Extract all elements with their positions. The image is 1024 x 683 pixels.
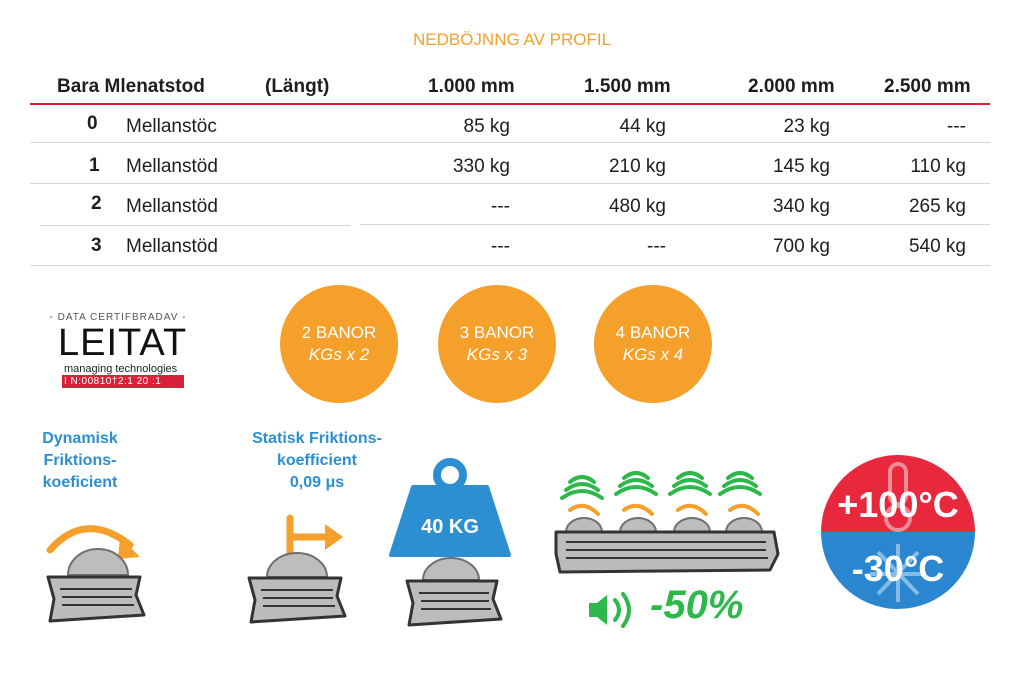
circle-2-tracks: [280, 285, 398, 403]
page-title: NEDBÖJNNG AV PROFIL: [412, 30, 612, 49]
logo-subtitle: managing technologies: [64, 363, 178, 375]
circle-title: 4 BANOR: [615, 323, 691, 342]
noise-reduction-value: -50%: [650, 583, 744, 627]
row-divider: [40, 225, 350, 226]
row-label: Mellanstöc: [126, 116, 217, 137]
row-value: 540 kg: [908, 236, 966, 257]
header-2500: 2.500 mm: [884, 76, 971, 97]
circle-subtitle: KGs x 3: [466, 345, 528, 364]
dynamic-friction-label: [20, 428, 140, 494]
row-value: 44 kg: [619, 116, 666, 137]
rollers-conveyor-icon: [552, 462, 782, 577]
row-number: 1: [89, 155, 100, 176]
row-value: ---: [491, 236, 510, 257]
row-value: 480 kg: [608, 196, 666, 217]
row-label: Mellanstöd: [126, 156, 218, 177]
row-value: 340 kg: [772, 196, 830, 217]
row-value: 700 kg: [772, 236, 830, 257]
circle-subtitle: KGs x 2: [308, 345, 370, 364]
row-divider: [30, 265, 990, 266]
logo-code: I N:00810†2:1 20 :1: [62, 375, 184, 388]
circle-title: 2 BANOR: [301, 323, 377, 342]
row-number: 2: [91, 193, 102, 214]
row-value: 110 kg: [910, 156, 966, 177]
temperature-max: +100°C: [837, 484, 959, 525]
circle-title: 3 BANOR: [459, 323, 535, 342]
static-friction-icon: [245, 512, 355, 637]
row-value: ---: [647, 236, 666, 257]
row-number: 3: [91, 235, 102, 256]
row-value: ---: [491, 196, 510, 217]
leitat-logo: [48, 312, 198, 388]
row-label: Mellanstöd: [126, 196, 218, 217]
weight-icon: [385, 455, 515, 635]
header-2000: 2.000 mm: [748, 76, 835, 97]
logo-caption: - DATA CERTIFBRADAV -: [49, 312, 187, 323]
text-line: Statisk Friktions-: [252, 430, 382, 447]
circle-3-tracks: [438, 285, 556, 403]
circle-subtitle: KGs x 4: [622, 345, 684, 364]
speaker-icon: [585, 590, 645, 630]
row-value: 23 kg: [783, 116, 830, 137]
text-line: 0,09 μs: [289, 474, 345, 491]
row-divider: [360, 224, 990, 225]
temperature-min: -30°C: [851, 548, 945, 589]
row-value: ---: [947, 116, 966, 137]
text-line: koefficient: [276, 452, 357, 469]
static-friction-label: [232, 428, 402, 494]
row-label: Mellanstöd: [126, 236, 218, 257]
text-line: Friktions-: [43, 452, 117, 469]
row-value: 85 kg: [463, 116, 510, 137]
header-support: Bara Mlenatstod: [57, 76, 205, 97]
text-line: koeficient: [42, 474, 118, 491]
header-1500: 1.500 mm: [584, 76, 671, 97]
row-divider: [30, 142, 990, 143]
weight-label: 40 KG: [421, 516, 479, 538]
row-value: 210 kg: [608, 156, 666, 177]
text-line: Dynamisk: [42, 430, 118, 447]
dynamic-friction-icon: [40, 515, 150, 640]
circle-4-tracks: [594, 285, 712, 403]
logo-name: LEITAT: [58, 322, 188, 364]
row-divider: [30, 183, 990, 184]
row-value: 330 kg: [452, 156, 510, 177]
header-divider: [30, 103, 990, 105]
row-value: 145 kg: [772, 156, 830, 177]
row-value: 265 kg: [908, 196, 966, 217]
header-1000: 1.000 mm: [428, 76, 515, 97]
row-number: 0: [87, 113, 98, 134]
header-length: (Längt): [265, 76, 330, 97]
